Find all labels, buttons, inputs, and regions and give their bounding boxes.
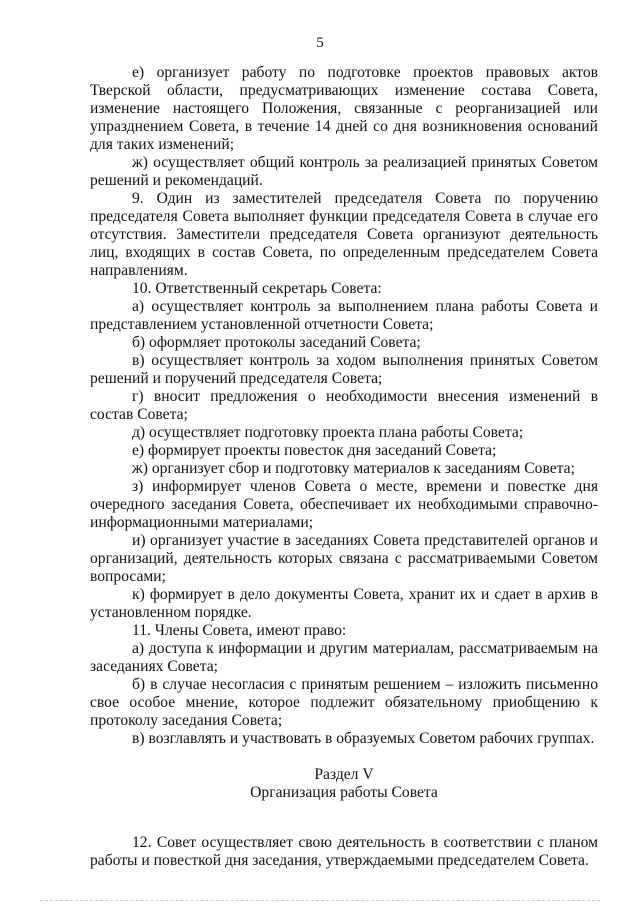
paragraph-10e: е) формирует проекты повесток дня заседаний Совета; (132, 442, 497, 459)
paragraph-10g: г) вносит предложения о необходимости внесения изменений в состав Совета; (90, 388, 598, 423)
paragraph-10i: и) организует участие в заседаниях Совета представителей органов и организаций, деятельность которых связана с рассматриваемыми Советом вопросами; (90, 532, 598, 585)
paragraph-11v: в) возглавлять и участвовать в образуемых Советом рабочих группах. (132, 730, 595, 747)
document-body (90, 64, 598, 870)
paragraph-10d: д) осуществляет подготовку проекта плана работы Совета; (132, 424, 524, 441)
section-number: Раздел V (314, 766, 374, 783)
paragraph-10b: б) оформляет протоколы заседаний Совета; (132, 334, 421, 351)
paragraph-e-draft-acts: е) организует работу по подготовке проектов правовых актов Тверской области, предусматривающих изменение состава Совета, изменение настоящего Положения, связанные с реорганизацией или упразднением Совета, в течение 14 дней со дня возникновения оснований для таких изменений; (90, 64, 598, 153)
paragraph-zh-general-control: ж) осуществляет общий контроль за реализацией принятых Советом решений и рекомендаций. (90, 154, 598, 189)
scan-edge-divider (40, 900, 600, 902)
paragraph-11-members: 11. Члены Совета, имеют право: (132, 622, 347, 639)
page-number: 5 (316, 35, 324, 51)
paragraph-10z: з) информирует членов Совета о месте, времени и повестке дня очередного заседания Совета, обеспечивает их необходимыми справочно-информационными материалами; (90, 478, 598, 531)
paragraph-10-secretary: 10. Ответственный секретарь Совета: (132, 280, 382, 297)
section-title: Организация работы Совета (250, 784, 438, 801)
paragraph-11b: б) в случае несогласия с принятым решением – изложить письменно свое особое мнение, которое подлежит обязательному приобщению к протоколу заседания Совета; (90, 676, 598, 729)
paragraph-12-work-plan: 12. Совет осуществляет свою деятельность в соответствии с планом работы и повесткой дня заседания, утверждаемыми председателем Совета. (90, 834, 598, 869)
paragraph-11a: а) доступа к информации и другим материалам, рассматриваемым на заседаниях Совета; (90, 640, 598, 675)
paragraph-9-deputies: 9. Один из заместителей председателя Совета по поручению председателя Совета выполняет функции председателя Совета в случае его отсутствия. Заместители председателя Совета организуют деятельность лиц, входящих в состав Совета, по определенным председателем Совета направлениям. (90, 190, 598, 279)
spacer (90, 748, 598, 766)
spacer (90, 802, 598, 834)
paragraph-10zh: ж) организует сбор и подготовку материалов к заседаниям Совета; (132, 460, 575, 477)
paragraph-10k: к) формирует в дело документы Совета, хранит их и сдает в архив в установленном порядке. (90, 586, 598, 621)
paragraph-10v: в) осуществляет контроль за ходом выполнения принятых Советом решений и поручений председателя Совета; (90, 352, 598, 387)
paragraph-10a: а) осуществляет контроль за выполнением плана работы Совета и представлением установленной отчетности Совета; (90, 298, 598, 333)
